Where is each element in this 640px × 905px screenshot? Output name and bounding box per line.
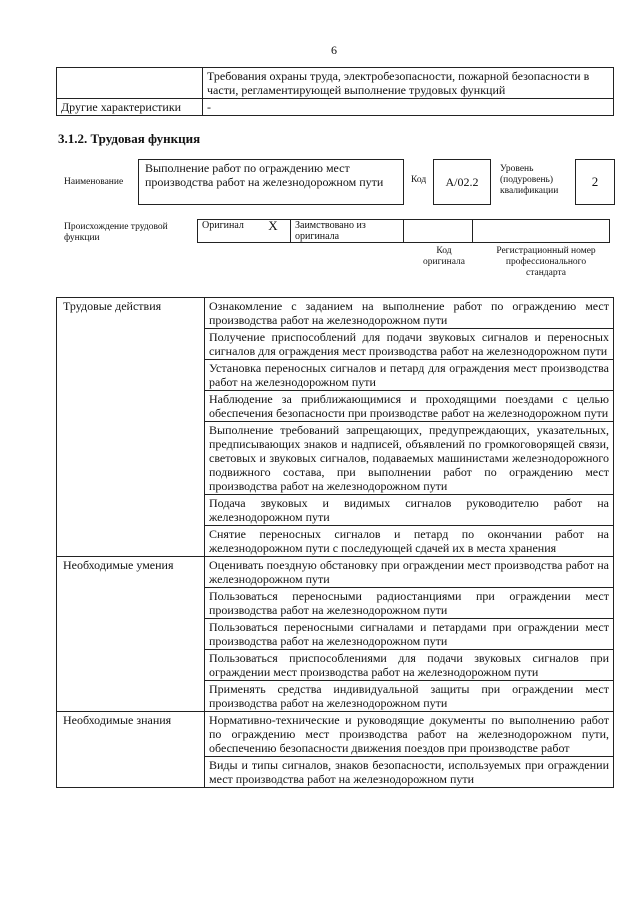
table-row [57, 298, 614, 329]
registration-number-caption: Регистрационный номер профессионального стандарта [496, 246, 596, 278]
function-code-field: А/02.2 [433, 159, 491, 205]
section-label: Трудовые действия [57, 298, 205, 557]
section-item: Применять средства индивидуальной защиты при ограждении мест производства работ на железнодорожном пути [205, 681, 614, 712]
original-label: Оригинал [198, 220, 257, 243]
level-label: Уровень (подуровень) квалификации [500, 164, 559, 196]
table-row [57, 557, 614, 588]
section-item: Нормативно-технические и руководящие документы по выполнению работ по ограждению мест производства работ на железнодорожном пути, обеспечению безопасности движения поездов при производстве работ [205, 712, 614, 757]
original-mark: X [256, 220, 291, 243]
code-original-caption: Код оригинала [423, 246, 465, 267]
table-row [57, 712, 614, 757]
code-label: Код [411, 175, 427, 185]
section-item: Снятие переносных сигналов и петард по окончании работ на железнодорожном пути с последующей сдачей их в места хранения [205, 526, 614, 557]
registration-number-cell [473, 220, 610, 243]
section-label: Необходимые умения [57, 557, 205, 712]
section-item: Пользоваться переносными сигналами и петардами при ограждении мест производства работ на железнодорожном пути [205, 619, 614, 650]
section-item: Наблюдение за приближающимися и проходящими поездами с целью обеспечения безопасности при производстве работ на железнодорожном пути [205, 391, 614, 422]
top-table [56, 67, 614, 116]
top-table-value: Требования охраны труда, электробезопасности, пожарной безопасности в части, регламентирующей выполнение трудовых функций [203, 68, 614, 99]
origin-label: Происхождение трудовой функции [64, 222, 168, 243]
origin-table [197, 219, 610, 243]
page-number: 6 [331, 43, 337, 57]
original-code-cell [404, 220, 473, 243]
qualification-level-field: 2 [575, 159, 615, 205]
function-details-table [56, 297, 614, 788]
section-item: Пользоваться приспособлениями для подачи звуковых сигналов при ограждении мест производства работ на железнодорожном пути [205, 650, 614, 681]
other-characteristics-value: - [203, 99, 614, 116]
section-item: Подача звуковых и видимых сигналов руководителю работ на железнодорожном пути [205, 495, 614, 526]
section-item: Виды и типы сигналов, знаков безопасности, используемых при ограждении мест производства работ на железнодорожном пути [205, 757, 614, 788]
section-title: 3.1.2. Трудовая функция [58, 131, 201, 146]
top-table-label [57, 68, 203, 99]
section-item: Ознакомление с заданием на выполнение работ по ограждению мест производства работ на железнодорожном пути [205, 298, 614, 329]
other-characteristics-label: Другие характеристики [57, 99, 203, 116]
section-item: Установка переносных сигналов и петард для ограждения мест производства работ на железнодорожном пути [205, 360, 614, 391]
section-item: Получение приспособлений для подачи звуковых сигналов и переносных сигналов для ограждения мест производства работ на железнодорожном пути [205, 329, 614, 360]
function-name-field: Выполнение работ по ограждению мест производства работ на железнодорожном пути [138, 159, 404, 205]
section-label: Необходимые знания [57, 712, 205, 788]
section-item: Выполнение требований запрещающих, предупреждающих, указательных, предписывающих знаков и надписей, объявлений по громкоговорящей связи, световых и звуковых сигналов, подаваемых машинистами железнодорожного подвижного состава, при выполнении работ по ограждению мест производства работ на железнодорожном пути [205, 422, 614, 495]
section-item: Оценивать поездную обстановку при ограждении мест производства работ на железнодорожном пути [205, 557, 614, 588]
borrowed-label: Заимствовано из оригинала [291, 220, 404, 243]
section-item: Пользоваться переносными радиостанциями при ограждении мест производства работ на железнодорожном пути [205, 588, 614, 619]
name-label: Наименование [64, 177, 124, 187]
